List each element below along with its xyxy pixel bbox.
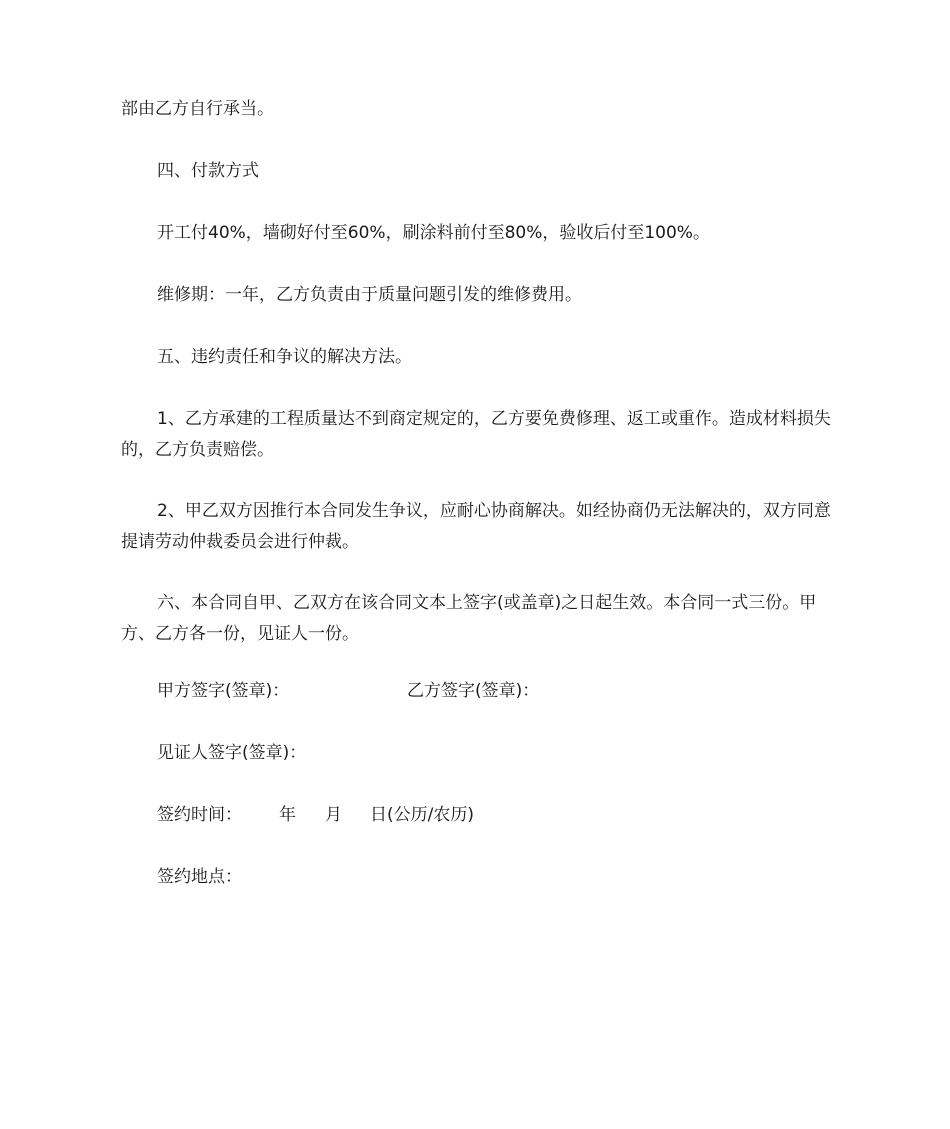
section-heading-payment: 四、付款方式	[157, 161, 259, 181]
month-label: 月	[325, 805, 342, 825]
paragraph-liability-1: 1、乙方承建的工程质量达不到商定规定的，乙方要免费修理、返工或重作。造成材料损失的，乙方负责赔偿。	[121, 409, 831, 460]
signature-row-parties	[157, 676, 539, 707]
signing-date-row	[157, 800, 474, 831]
paragraph-effectiveness: 六、本合同自甲、乙双方在该合同文本上签字(或盖章)之日起生效。本合同一式三份。甲方、乙方各一份，见证人一份。	[121, 593, 817, 644]
day-label: 日(公历/农历)	[370, 805, 474, 825]
witness-signature-row	[157, 738, 306, 769]
paragraph-continuation: 部由乙方自行承当。	[121, 99, 274, 119]
paragraph-liability-2: 2、甲乙双方因推行本合同发生争议，应耐心协商解决。如经协商仍无法解决的，双方同意提请劳动仲裁委员会进行仲裁。	[121, 501, 831, 552]
paragraph-warranty: 维修期：一年，乙方负责由于质量问题引发的维修费用。	[157, 285, 582, 305]
section-heading-liability: 五、违约责任和争议的解决方法。	[157, 347, 412, 367]
signing-place-label: 签约地点：	[157, 867, 242, 887]
party-b-signature-label: 乙方签字(签章)：	[407, 681, 540, 701]
witness-signature-label: 见证人签字(签章)：	[157, 743, 307, 763]
signing-place-row	[157, 862, 242, 893]
paragraph-payment-terms: 开工付40%，墙砌好付至60%，刷涂料前付至80%，验收后付至100%。	[157, 223, 710, 243]
year-label: 年	[279, 805, 296, 825]
party-a-signature-label: 甲方签字(签章)：	[157, 681, 290, 701]
signing-date-label: 签约时间：	[157, 805, 242, 825]
